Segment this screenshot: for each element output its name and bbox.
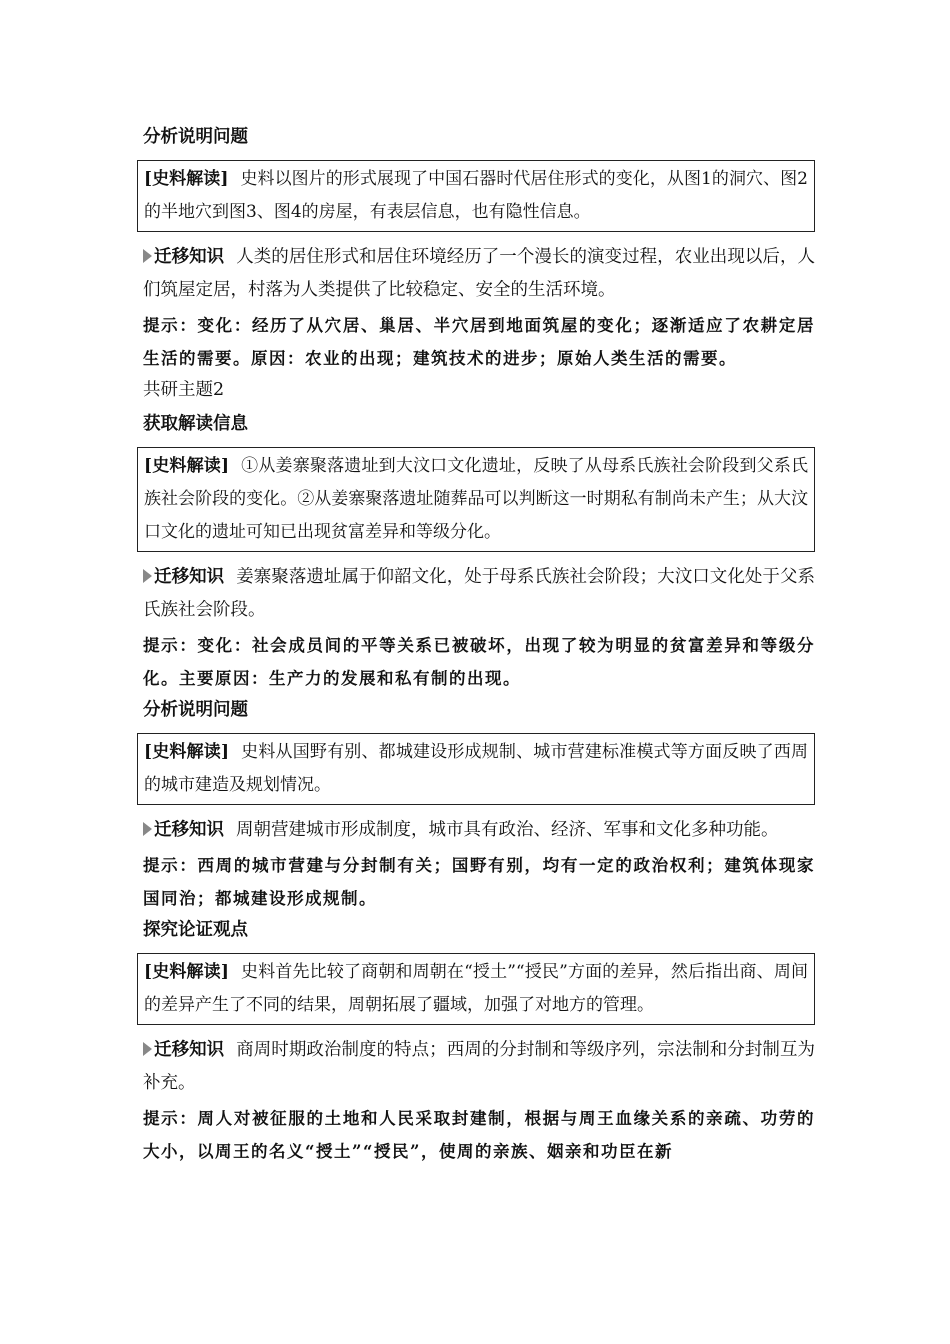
triangle-marker-icon <box>143 822 152 836</box>
triangle-marker-icon <box>143 569 152 583</box>
box-text: 史料以图片的形式展现了中国石器时代居住形式的变化，从图1的洞穴、图2的半地穴到图3、图4的房屋，有表层信息，也有隐性信息。 <box>144 169 808 222</box>
transfer-tag: 迁移知识 <box>154 247 225 267</box>
source-interpretation-box <box>137 733 815 805</box>
source-interpretation-box <box>137 447 815 552</box>
transfer-tag: 迁移知识 <box>154 1040 225 1060</box>
transfer-knowledge <box>143 1034 815 1100</box>
hint-paragraph: 提示：变化：社会成员间的平等关系已被破坏，出现了较为明显的贫富差异和等级分化。主要原因：生产力的发展和私有制的出现。 <box>143 636 815 688</box>
triangle-marker-icon <box>143 1042 152 1056</box>
box-tag: [史料解读] <box>144 456 229 476</box>
hint-paragraph: 提示：周人对被征服的土地和人民采取封建制，根据与周王血缘关系的亲疏、功劳的大小，以周王的名义“授土”“授民”，使周的亲族、姻亲和功臣在新 <box>143 1109 815 1161</box>
source-interpretation-box <box>137 953 815 1025</box>
section-heading: 分析说明问题 <box>143 700 248 720</box>
transfer-text: 商周时期政治制度的特点；西周的分封制和等级序列，宗法制和分封制互为补充。 <box>143 1040 815 1093</box>
document-body <box>143 126 815 1172</box>
box-text: ①从姜寨聚落遗址到大汶口文化遗址，反映了从母系氏族社会阶段到父系氏族社会阶段的变化。②从姜寨聚落遗址随葬品可以判断这一时期私有制尚未产生；从大汶口文化的遗址可知已出现贫富差异和等级分化。 <box>144 456 808 542</box>
section-heading: 分析说明问题 <box>143 127 248 147</box>
transfer-text: 周朝营建城市形成制度，城市具有政治、经济、军事和文化多种功能。 <box>236 820 779 840</box>
source-interpretation-box <box>137 160 815 232</box>
topic-title: 共研主题2 <box>143 380 225 400</box>
transfer-knowledge <box>143 814 815 847</box>
box-tag: [史料解读] <box>144 742 229 762</box>
box-text: 史料首先比较了商朝和周朝在“授土”“授民”方面的差异，然后指出商、周间的差异产生了不同的结果，周朝拓展了疆域，加强了对地方的管理。 <box>144 962 808 1015</box>
hint-paragraph: 提示：变化：经历了从穴居、巢居、半穴居到地面筑屋的变化；逐渐适应了农耕定居生活的需要。原因：农业的出现；建筑技术的进步；原始人类生活的需要。 <box>143 316 815 368</box>
box-tag: [史料解读] <box>144 962 229 982</box>
transfer-text: 人类的居住形式和居住环境经历了一个漫长的演变过程，农业出现以后，人们筑屋定居，村落为人类提供了比较稳定、安全的生活环境。 <box>143 247 815 300</box>
box-text: 史料从国野有别、都城建设形成规制、城市营建标准模式等方面反映了西周的城市建造及规划情况。 <box>144 742 808 795</box>
triangle-marker-icon <box>143 249 152 263</box>
transfer-text: 姜寨聚落遗址属于仰韶文化，处于母系氏族社会阶段；大汶口文化处于父系氏族社会阶段。 <box>143 567 815 620</box>
transfer-tag: 迁移知识 <box>154 567 225 587</box>
transfer-tag: 迁移知识 <box>154 820 224 840</box>
transfer-knowledge <box>143 561 815 627</box>
transfer-knowledge <box>143 241 815 307</box>
hint-paragraph: 提示：西周的城市营建与分封制有关；国野有别，均有一定的政治权利；建筑体现家国同治；都城建设形成规制。 <box>143 856 815 908</box>
section-heading: 探究论证观点 <box>143 920 248 940</box>
box-tag: [史料解读] <box>144 169 229 189</box>
section-heading: 获取解读信息 <box>143 414 248 434</box>
